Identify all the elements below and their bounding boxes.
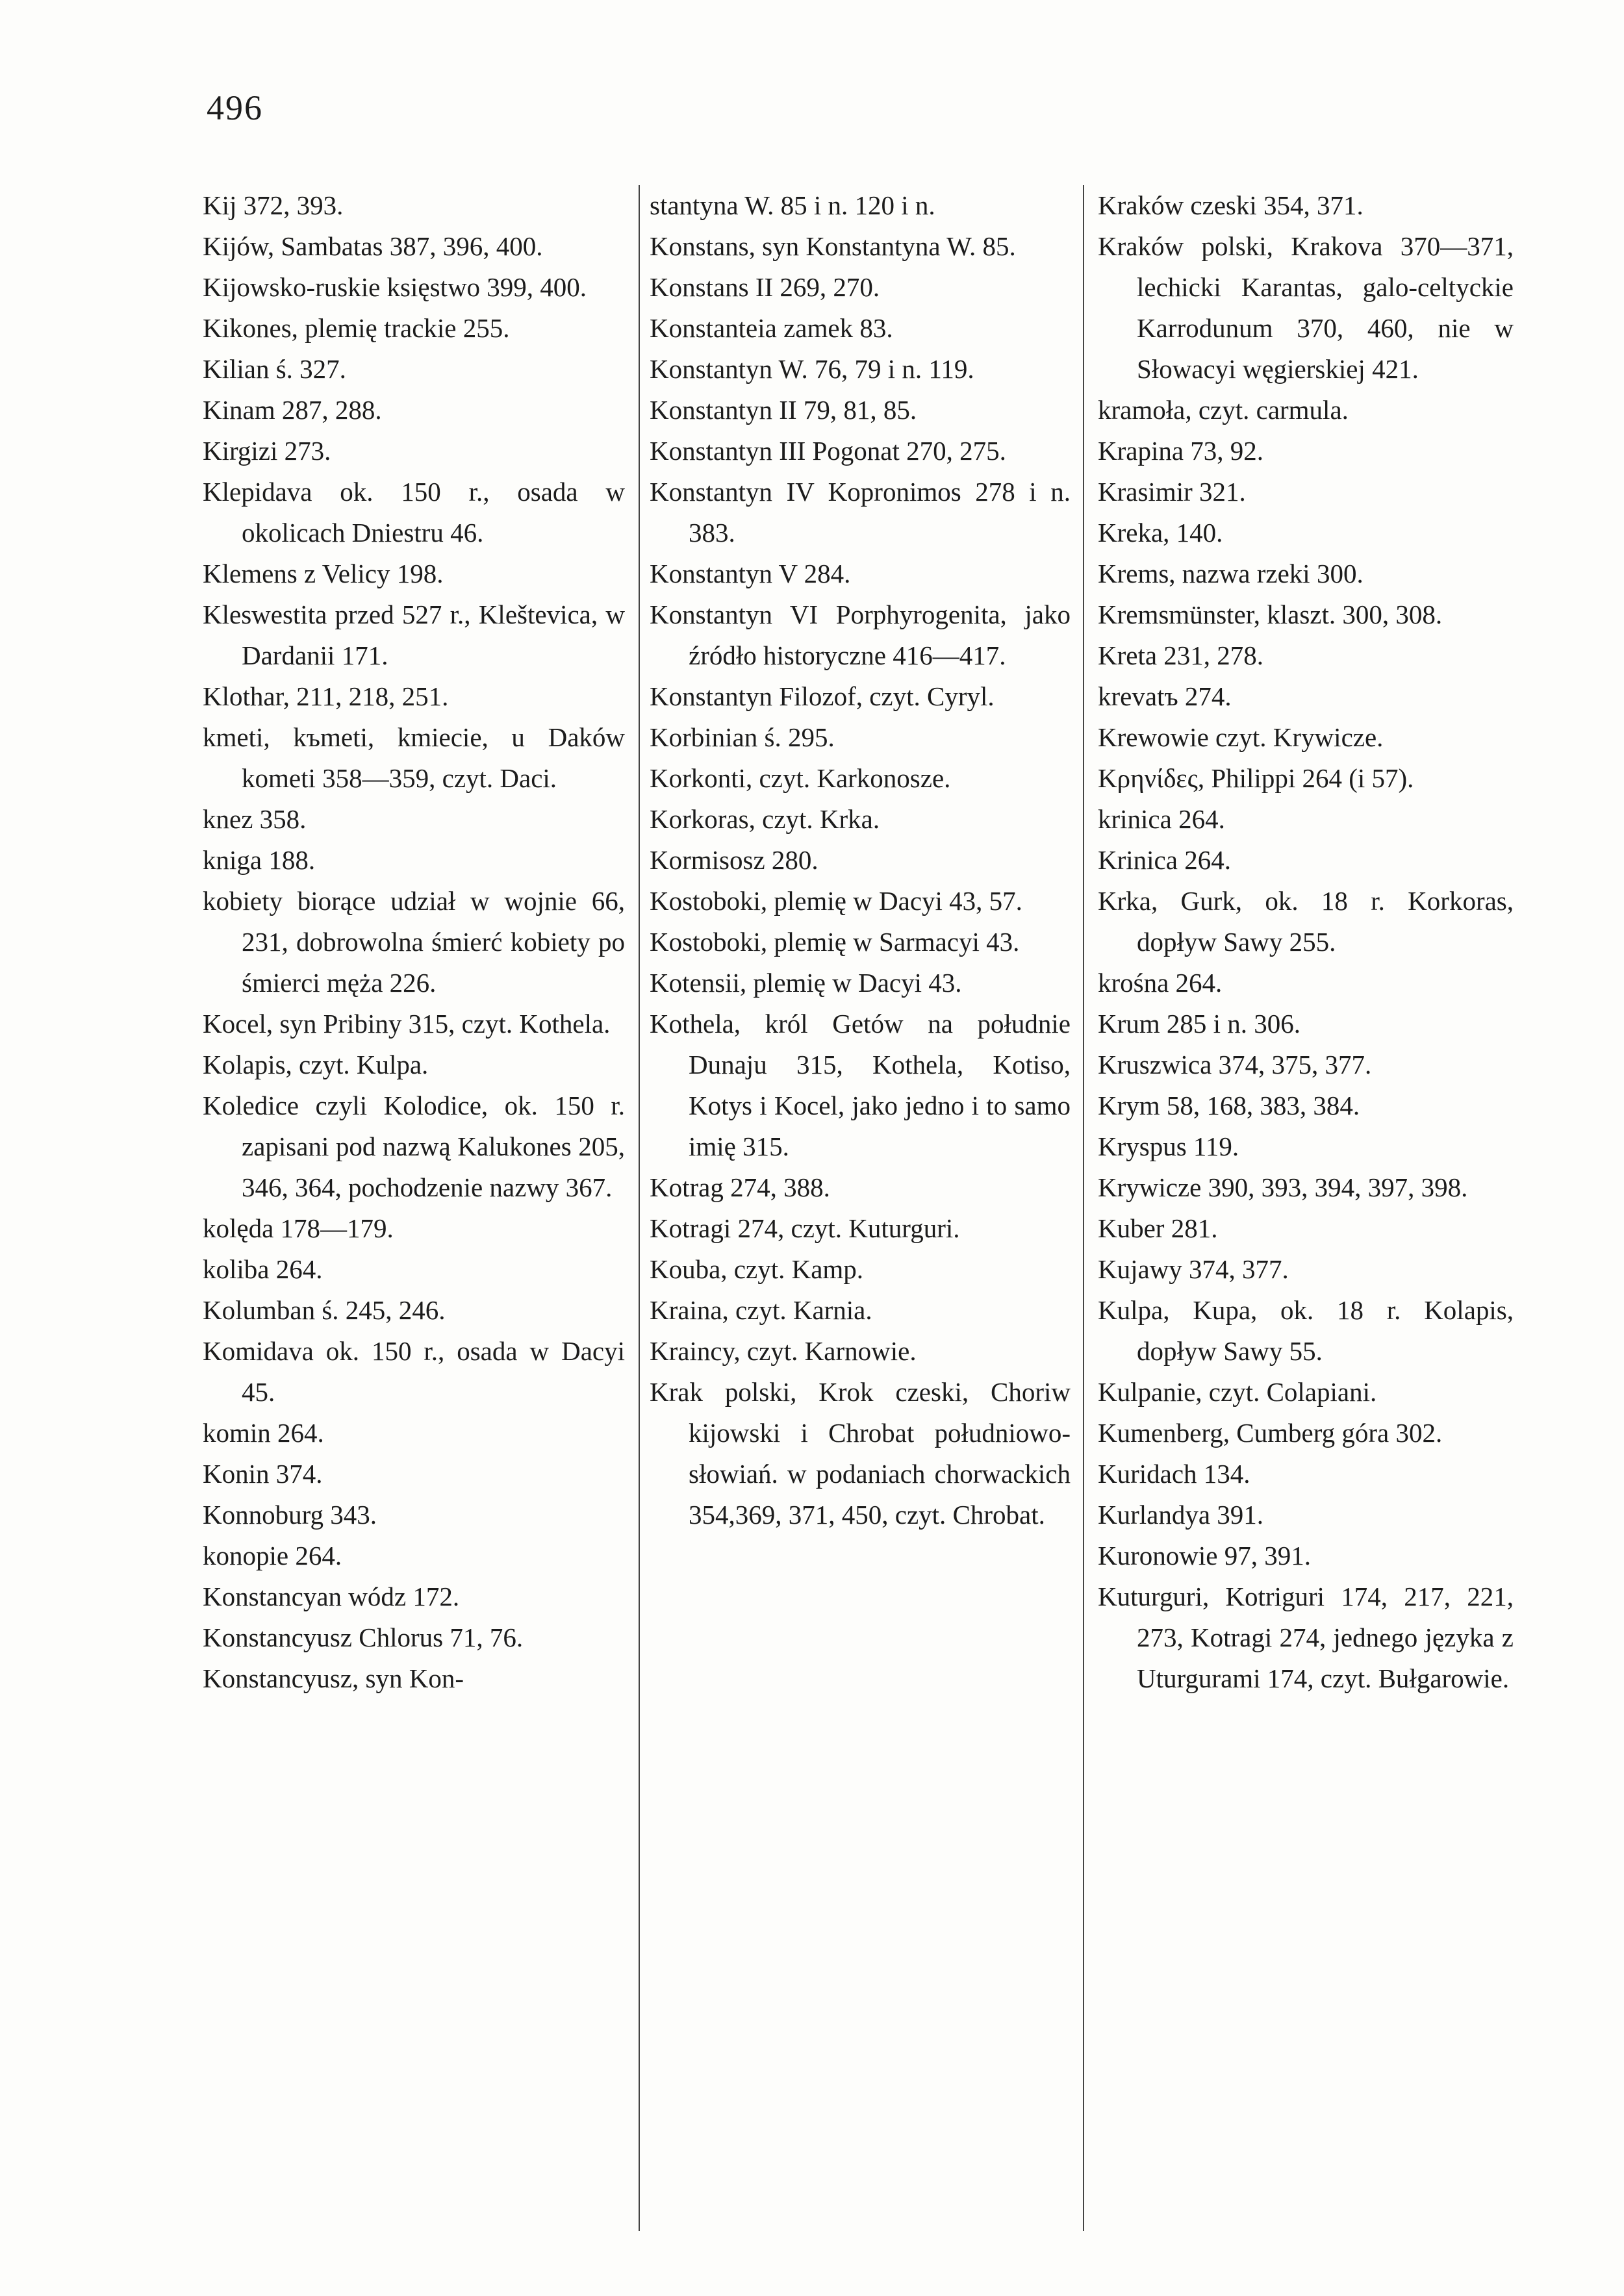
index-entry: Kraincy, czyt. Karnowie.	[650, 1336, 917, 1366]
index-entry: Kormisosz 280.	[650, 845, 818, 875]
index-entry: Krapina 73, 92.	[1098, 436, 1264, 466]
index-entry: Kuber 281.	[1098, 1213, 1218, 1243]
index-entry: stantyna W. 85 i n. 120 i n.	[650, 190, 935, 220]
index-entry: Konstans, syn Konstantyna W. 85.	[650, 231, 1016, 261]
index-column-3	[1098, 185, 1514, 1699]
index-entry: Konstantyn Filozof, czyt. Cyryl.	[650, 681, 995, 711]
index-entry: Kirgizi 273.	[203, 436, 331, 466]
index-entry: Konnoburg 343.	[203, 1500, 377, 1530]
index-entry: Kuridach 134.	[1098, 1459, 1250, 1489]
index-entry: Konstancyusz Chlorus 71, 76.	[203, 1622, 524, 1652]
index-entry: Krinica 264.	[1098, 845, 1231, 875]
index-entry: Klothar, 211, 218, 251.	[203, 681, 449, 711]
index-entry: Kujawy 374, 377.	[1098, 1254, 1289, 1284]
index-entry: Konin 374.	[203, 1459, 323, 1489]
index-entry: Konstans II 269, 270.	[650, 272, 880, 302]
index-entry: Kilian ś. 327.	[203, 354, 346, 384]
index-entry: Kulpanie, czyt. Colapiani.	[1098, 1377, 1377, 1407]
index-entry: kmeti, kъmeti, kmiecie, u Daków kometi 358—359, czyt. Daci.	[203, 722, 625, 793]
page-number: 496	[207, 88, 263, 127]
index-entry: kramoła, czyt. carmula.	[1098, 395, 1349, 425]
index-entry: Kuronowie 97, 391.	[1098, 1541, 1311, 1571]
index-entry: Kostoboki, plemię w Dacyi 43, 57.	[650, 886, 1022, 916]
index-entry: Konstantyn W. 76, 79 i n. 119.	[650, 354, 974, 384]
index-entry: Konstantyn V 284.	[650, 559, 851, 588]
index-entry: Konstancyusz, syn Kon-	[203, 1663, 464, 1693]
index-entry: Konstantyn II 79, 81, 85.	[650, 395, 917, 425]
index-entry: Krywicze 390, 393, 394, 397, 398.	[1098, 1172, 1468, 1202]
index-entry: Kij 372, 393.	[203, 190, 344, 220]
index-entry: krevatъ 274.	[1098, 681, 1232, 711]
index-entry: Kulpa, Kupa, ok. 18 r. Kolapis, dopływ Sawy 55.	[1098, 1295, 1514, 1366]
index-entry: Korkonti, czyt. Karkonosze.	[650, 763, 951, 793]
index-entry: Kothela, król Getów na południe Dunaju 315, Kothela, Kotiso, Kotys i Kocel, jako jedno i to samo imię 315.	[650, 1009, 1071, 1161]
index-entry: Kotrag 274, 388.	[650, 1172, 830, 1202]
index-entry: Kijów, Sambatas 387, 396, 400.	[203, 231, 543, 261]
index-entry: Korbinian ś. 295.	[650, 722, 835, 752]
index-entry: Kryspus 119.	[1098, 1131, 1239, 1161]
index-entry: Kleswestita przed 527 r., Kleštevica, w Dardanii 171.	[203, 599, 625, 670]
index-entry: Konstanteia zamek 83.	[650, 313, 893, 343]
index-entry: konopie 264.	[203, 1541, 342, 1571]
index-entry: knez 358.	[203, 804, 307, 834]
index-entry: Κρηνίδες, Philippi 264 (i 57).	[1098, 763, 1414, 793]
index-entry: kniga 188.	[203, 845, 316, 875]
index-entry: Kolumban ś. 245, 246.	[203, 1295, 446, 1325]
index-entry: Kuturguri, Kotriguri 174, 217, 221, 273, Kotragi 274, jednego języka z Uturgurami 174, czyt. Bułgarowie.	[1098, 1582, 1514, 1693]
index-entry: Kotensii, plemię w Dacyi 43.	[650, 968, 962, 998]
index-entry: krinica 264.	[1098, 804, 1225, 834]
index-entry: koliba 264.	[203, 1254, 323, 1284]
index-entry: Krym 58, 168, 383, 384.	[1098, 1091, 1360, 1120]
index-entry: Kolapis, czyt. Kulpa.	[203, 1050, 429, 1079]
index-entry: Komidava ok. 150 r., osada w Dacyi 45.	[203, 1336, 625, 1407]
index-entry: Korkoras, czyt. Krka.	[650, 804, 880, 834]
index-entry: komin 264.	[203, 1418, 324, 1448]
index-entry: Kostoboki, plemię w Sarmacyi 43.	[650, 927, 1020, 957]
index-entry: Kruszwica 374, 375, 377.	[1098, 1050, 1372, 1079]
index-entry: Konstantyn IV Kopronimos 278 i n. 383.	[650, 477, 1071, 548]
index-entry: Kijowsko-ruskie księstwo 399, 400.	[203, 272, 587, 302]
index-entry: Klemens z Velicy 198.	[203, 559, 444, 588]
index-entry: Kraków polski, Krakova 370—371, lechicki Karantas, galo-celtyckie Karrodunum 370, 460, nie w Słowacyi węgierskiej 421.	[1098, 231, 1514, 384]
index-entry: Krasimir 321.	[1098, 477, 1246, 507]
index-entry: Koledice czyli Kolodice, ok. 150 r. zapisani pod nazwą Kalukones 205, 346, 364, pochodzenie nazwy 367.	[203, 1091, 625, 1202]
index-entry: Kreta 231, 278.	[1098, 640, 1264, 670]
index-entry: krośna 264.	[1098, 968, 1223, 998]
index-entry: kolęda 178—179.	[203, 1213, 394, 1243]
index-entry: Krewowie czyt. Krywicze.	[1098, 722, 1384, 752]
index-entry: Konstancyan wódz 172.	[203, 1582, 460, 1611]
index-entry: Kotragi 274, czyt. Kuturguri.	[650, 1213, 960, 1243]
index-entry: Krems, nazwa rzeki 300.	[1098, 559, 1364, 588]
index-entry: Kouba, czyt. Kamp.	[650, 1254, 864, 1284]
column-divider	[639, 185, 640, 2231]
index-entry: Kraków czeski 354, 371.	[1098, 190, 1364, 220]
index-entry: Klepidava ok. 150 r., osada w okolicach Dniestru 46.	[203, 477, 625, 548]
index-entry: Krka, Gurk, ok. 18 r. Korkoras, dopływ Sawy 255.	[1098, 886, 1514, 957]
index-entry: Kurlandya 391.	[1098, 1500, 1264, 1530]
index-column-2	[650, 185, 1071, 1535]
index-entry: Kikones, plemię trackie 255.	[203, 313, 510, 343]
index-entry: Konstantyn VI Porphyrogenita, jako źródło historyczne 416—417.	[650, 599, 1071, 670]
index-entry: Kocel, syn Pribiny 315, czyt. Kothela.	[203, 1009, 611, 1039]
index-entry: Kraina, czyt. Karnia.	[650, 1295, 872, 1325]
index-entry: Kinam 287, 288.	[203, 395, 382, 425]
index-entry: Kremsmünster, klaszt. 300, 308.	[1098, 599, 1443, 629]
column-divider	[1083, 185, 1084, 2231]
index-entry: Krum 285 i n. 306.	[1098, 1009, 1301, 1039]
index-entry: Kumenberg, Cumberg góra 302.	[1098, 1418, 1443, 1448]
index-column-1	[203, 185, 625, 1699]
index-entry: Kreka, 140.	[1098, 518, 1223, 548]
index-entry: Konstantyn III Pogonat 270, 275.	[650, 436, 1006, 466]
index-entry: Krak polski, Krok czeski, Choriw kijowski i Chrobat południowo-słowiań. w podaniach chorwackich 354,369, 371, 450, czyt. Chrobat.	[650, 1377, 1071, 1530]
index-entry: kobiety biorące udział w wojnie 66, 231, dobrowolna śmierć kobiety po śmierci męża 226.	[203, 886, 625, 998]
